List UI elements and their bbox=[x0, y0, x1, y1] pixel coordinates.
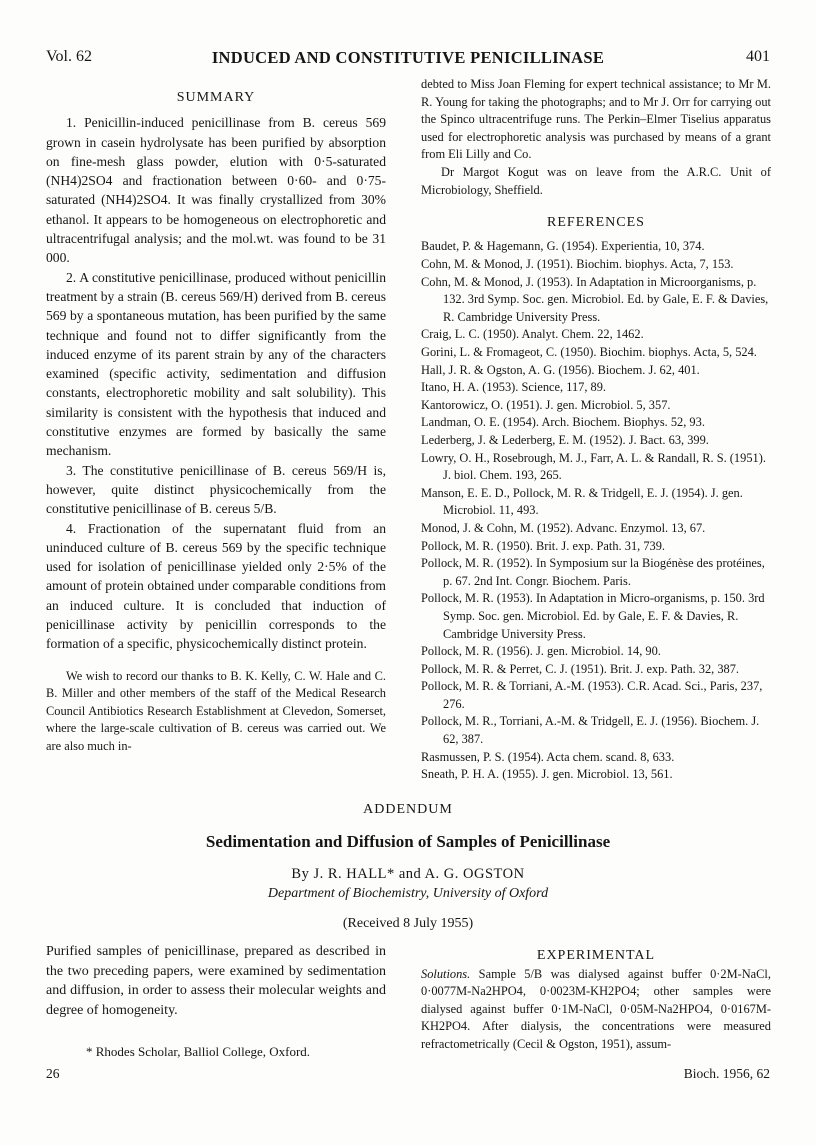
reference-item: Pollock, M. R. (1956). J. gen. Microbiol. 14, 90. bbox=[421, 644, 661, 659]
experimental-text bbox=[421, 966, 771, 1053]
reference-item: Baudet, P. & Hagemann, G. (1954). Experientia, 10, 374. bbox=[421, 239, 705, 254]
reference-item: Pollock, M. R. (1950). Brit. J. exp. Path. 31, 739. bbox=[421, 538, 666, 553]
footnote: * Rhodes Scholar, Balliol College, Oxford. bbox=[86, 1044, 311, 1059]
addendum-abstract: Purified samples of penicillinase, prepared as described in the two preceding papers, were examined by sedimentation and diffusion, in order to assess their molecular weights and degree of homogeneity. bbox=[46, 944, 386, 1018]
summary-heading: SUMMARY bbox=[176, 90, 256, 105]
reference-item: Hall, J. R. & Ogston, A. G. (1956). Biochem. J. 62, 401. bbox=[421, 362, 700, 377]
reference-item: Pollock, M. R., Torriani, A.-M. & Tridgell, E. J. (1956). Biochem. J. 62, 387. bbox=[421, 714, 760, 747]
references-heading: REFERENCES bbox=[547, 215, 645, 231]
reference-item: Craig, L. C. (1950). Analyt. Chem. 22, 1462. bbox=[421, 327, 644, 342]
acknowledgements-part3: Dr Margot Kogut was on leave from the A.R.C. Unit of Microbiology, Sheffield. bbox=[421, 164, 771, 197]
byline: By J. R. HALL* and A. G. OGSTON bbox=[291, 866, 525, 882]
solutions-label: Solutions. bbox=[421, 967, 471, 981]
reference-item: Gorini, L. & Fromageot, C. (1950). Biochim. biophys. Acta, 5, 524. bbox=[421, 345, 757, 360]
summary-item-1: 1. Penicillin-induced penicillinase from B. cereus 569 grown in casein hydrolysate has been purified by absorption on fine-mesh glass powder, elution with 0·5-saturated (NH4)2SO4 and fractionation between 0·60- and 0·75-saturated (NH4)2SO4. It was finally crystallized from 30% ethanol. It appears to be homogeneous on electrophoretic and ultracentrifugal analysis; and the mol.wt. was found to be 31 000. bbox=[46, 115, 386, 266]
volume-label: Vol. 62 bbox=[46, 48, 92, 65]
reference-item: Manson, E. E. D., Pollock, M. R. & Tridgell, E. J. (1954). J. gen. Microbiol. 11, 493. bbox=[421, 485, 743, 518]
solutions-text: Sample 5/B was dialysed against buffer 0·2M-NaCl, 0·0077M-Na2HPO4, 0·0023M-KH2PO4; other samples were dialysed against buffer 0·1M-NaCl, 0·05M-Na2HPO4, 0·0167M-KH2PO4. After dialysis, the concentrations were measured refractometrically (Cecil & Ogston, 1951), assum- bbox=[421, 967, 771, 1051]
addendum-label: ADDENDUM bbox=[363, 802, 453, 817]
reference-list bbox=[421, 238, 771, 783]
running-title: INDUCED AND CONSTITUTIVE PENICILLINASE bbox=[211, 48, 605, 67]
reference-item: Monod, J. & Cohn, M. (1952). Advanc. Enzymol. 13, 67. bbox=[421, 520, 706, 535]
received-date: (Received 8 July 1955) bbox=[342, 916, 474, 931]
reference-item: Cohn, M. & Monod, J. (1953). In Adaptation in Microorganisms, p. 132. 3rd Symp. Soc. gen. Microbiol. Ed. by Gale, E. F. & Davies, R. Cambridge University Press. bbox=[421, 274, 769, 324]
summary-item-3: 3. The constitutive penicillinase of B. cereus 569/H is, however, quite distinct physicochemically from the constitutive penicillinase of B. cereus 5/B. bbox=[46, 462, 386, 517]
signature-mark: 26 bbox=[46, 1066, 60, 1081]
acknowledgements-part2: debted to Miss Joan Fleming for expert technical assistance; to Mr M. R. Young for taking the photographs; and to Mr J. Orr for carrying out the Spinco ultracentrifuge runs. The Perkin–Elmer Tiselius apparatus used for electrophoretic analysis was purchased by means of a grant from Eli Lilly and Co. bbox=[421, 77, 771, 162]
article-title: Sedimentation and Diffusion of Samples of Penicillinase bbox=[205, 832, 611, 851]
reference-item: Pollock, M. R. & Torriani, A.-M. (1953). C.R. Acad. Sci., Paris, 237, 276. bbox=[421, 679, 763, 711]
summary-item-2: 2. A constitutive penicillinase, produced without penicillin treatment by a strain (B. cereus 569/H) derived from B. cereus 569 by a spontaneous mutation, has been purified by the same technique and found not to differ significantly from the induced enzyme of its parent strain by any of the characters examined (specific activity, sedimentation and diffusion constants, electrophoretic mobility and salt solubility). This similarity is consistent with the hypothesis that induced and constitutive enzymes are formed by basically the same mechanism. bbox=[46, 269, 386, 459]
department: Department of Biochemistry, University of Oxford bbox=[267, 886, 549, 901]
reference-item: Pollock, M. R. (1952). In Symposium sur la Biogénèse des protéines, p. 67. 2nd Int. Congr. Biochem. Paris. bbox=[421, 556, 765, 588]
reference-item: Lederberg, J. & Lederberg, E. M. (1952). J. Bact. 63, 399. bbox=[421, 432, 709, 447]
journal-footer: Bioch. 1956, 62 bbox=[683, 1066, 770, 1081]
reference-item: Pollock, M. R. (1953). In Adaptation in Micro-organisms, p. 150. 3rd Symp. Soc. gen. Microbiol. Ed. by Gale, E. F. & Davies, R. Cambridge University Press. bbox=[421, 591, 765, 641]
reference-item: Kantorowicz, O. (1951). J. gen. Microbiol. 5, 357. bbox=[421, 397, 671, 412]
reference-item: Cohn, M. & Monod, J. (1951). Biochim. biophys. Acta, 7, 153. bbox=[421, 257, 734, 272]
left-column bbox=[46, 84, 386, 756]
reference-item: Pollock, M. R. & Perret, C. J. (1951). Brit. J. exp. Path. 32, 387. bbox=[421, 661, 740, 676]
reference-item: Itano, H. A. (1953). Science, 117, 89. bbox=[421, 380, 607, 395]
reference-item: Sneath, P. H. A. (1955). J. gen. Microbiol. 13, 561. bbox=[421, 767, 673, 782]
reference-item: Landman, O. E. (1954). Arch. Biochem. Biophys. 52, 93. bbox=[421, 415, 705, 430]
reference-item: Lowry, O. H., Rosebrough, M. J., Farr, A. L. & Randall, R. S. (1951). J. biol. Chem. 193, 265. bbox=[421, 450, 766, 483]
page-number: 401 bbox=[746, 48, 770, 65]
acknowledgements-part1: We wish to record our thanks to B. K. Kelly, C. W. Hale and C. B. Miller and other members of the staff of the Medical Research Council Antibiotics Research Establishment at Clevedon, Somerset, where the large-scale cultivation of B. cereus was carried out. We are also much in- bbox=[46, 668, 386, 753]
summary-item-4: 4. Fractionation of the supernatant fluid from an uninduced culture of B. cereus 569 by the specific technique used for isolation of penicillinase yielded only 2·5% of the amount of protein obtained under comparable conditions from an induced culture. It is concluded that induction of penicillinase activity by penicillin corresponds to the formation of a specific, physicochemically distinct protein. bbox=[46, 520, 386, 652]
experimental-heading: EXPERIMENTAL bbox=[536, 948, 656, 963]
right-column bbox=[421, 76, 771, 784]
reference-item: Rasmussen, P. S. (1954). Acta chem. scand. 8, 633. bbox=[421, 749, 675, 764]
running-header bbox=[46, 48, 770, 72]
